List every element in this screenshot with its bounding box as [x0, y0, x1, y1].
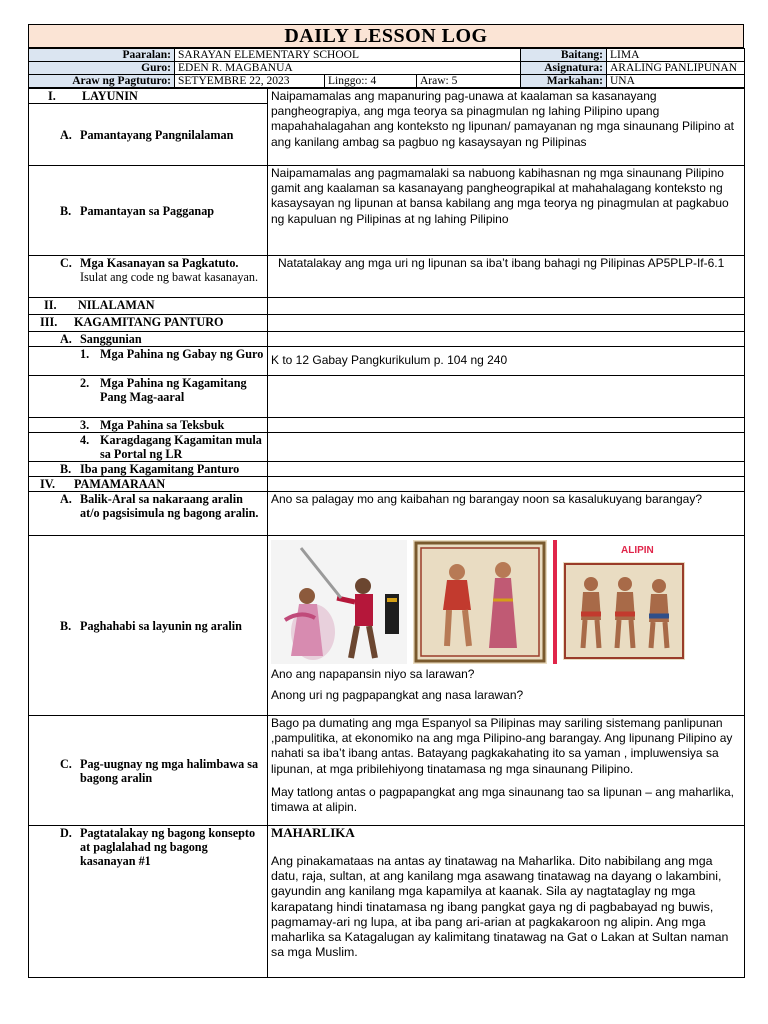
pag-uugnay-paragraph-2: May tatlong antas o pagpapangkat ang mga sinaunang tao sa lipunan – ang maharlika, timawa at alipin.: [271, 784, 734, 815]
nilalaman-value: [268, 298, 745, 315]
balik-aral-letter: A.: [60, 492, 72, 506]
item1-cell: [29, 347, 268, 376]
paghahabi-question-2: Anong uri ng pagpapangkat ang nasa larawan?: [271, 688, 524, 703]
pag-uugnay-cell: [29, 716, 268, 826]
row-kagamitang: [29, 315, 745, 332]
c-label: Mga Kasanayan sa Pagkatuto.: [80, 256, 239, 270]
kasanayan-text: Natatalakay ang mga uri ng lipunan sa iba’t ibang bahagi ng Pilipinas AP5PLP-If-6.1: [268, 256, 745, 298]
pag-uugnay-content: [268, 716, 745, 826]
row-item-4: [29, 433, 745, 462]
guro-label: Guro:: [29, 62, 175, 75]
c-letter: C.: [60, 256, 72, 270]
pag-uugnay-letter: C.: [60, 756, 72, 771]
item1-label: Mga Pahina ng Gabay ng Guro: [100, 347, 264, 361]
item2-num: 2.: [80, 376, 90, 390]
a-label-cell: [29, 104, 268, 166]
kagamitang-num: III.: [40, 315, 58, 329]
iba-pang-value: [268, 462, 745, 477]
c-sublabel: Isulat ang code ng bawat kasanayan.: [80, 270, 259, 284]
a-label: Pamantayang Pangnilalaman: [80, 127, 234, 142]
item3-cell: [29, 418, 268, 433]
paghahabi-label: Paghahabi sa layunin ng aralin: [80, 618, 242, 633]
pamamaraan-heading: [29, 477, 268, 492]
item2-label: Mga Pahina ng Kagamitang Pang Mag-aaral: [100, 376, 247, 404]
pamantayan-sa-pagganap-text: Naipamamalas ang pagmamalaki sa nabuong kabihasnan ng mga sinaunang Pilipino gamit ang kaalaman sa kasanayang pangheograpikal at mahahalagang konteksto ng kasaysayan ng lipunan at bansa kabilang ang mga teorya ng pinagmulan at pagkabuo ng kapuluan ng Pilipinas at ng lahing Pilipino: [268, 166, 745, 256]
paaralan-value: SARAYAN ELEMENTARY SCHOOL: [175, 49, 521, 62]
layunin-heading: [29, 89, 268, 104]
item1-num: 1.: [80, 347, 90, 361]
kagamitang-heading: [29, 315, 268, 332]
item4-cell: [29, 433, 268, 462]
baitang-label: Baitang:: [521, 49, 607, 62]
araw-number: Araw: 5: [417, 75, 521, 88]
paaralan-label: Paaralan:: [29, 49, 175, 62]
pamamaraan-title: PAMAMARAAN: [74, 477, 166, 491]
linggo-value: Linggo:: 4: [325, 75, 417, 88]
row-nilalaman: [29, 298, 745, 315]
row-item-1: [29, 347, 745, 376]
sanggunian-value: [268, 332, 745, 347]
balik-aral-cell: [29, 492, 268, 536]
iba-pang-letter: B.: [60, 462, 72, 476]
row-paghahabi: [29, 536, 745, 716]
row-item-3: [29, 418, 745, 433]
maharlika-heading: MAHARLIKA: [271, 825, 355, 840]
markahan-label: Markahan:: [521, 75, 607, 88]
asignatura-label: Asignatura:: [521, 62, 607, 75]
document-title: DAILY LESSON LOG: [28, 24, 744, 48]
pagtatalakay-content: [268, 826, 745, 978]
dancers-image: [271, 540, 407, 664]
pagtatalakay-label: Pagtatalakay ng bagong konsepto at paglalahad ng bagong kasanayan #1: [80, 826, 256, 868]
nilalaman-heading: [29, 298, 268, 315]
item3-label: Mga Pahina sa Teksbuk: [100, 418, 225, 432]
a-letter: A.: [60, 127, 72, 142]
header-row-teacher: [29, 62, 745, 75]
paghahabi-letter: B.: [60, 618, 72, 633]
pamantayang-pangnilalaman-text: Naipamamalas ang mapanuring pag-unawa at kaalaman sa kasanayang pangheograpiya, ang mga teorya sa pinagmulan ng lahing Pilipino upang mapahahalagahan ang konteksto ng lipunan/ pamayanan ng mga sinaunang Pilipino at ang kanilang ambag sa pagbuo ng kasaysayan ng Pilipinas: [268, 89, 745, 166]
item3-value: [268, 418, 745, 433]
c-label-cell: [29, 256, 268, 298]
item4-value: [268, 433, 745, 462]
item4-num: 4.: [80, 433, 90, 447]
layunin-num: I.: [48, 89, 56, 103]
item2-cell: [29, 376, 268, 418]
kagamitang-title: KAGAMITANG PANTURO: [74, 315, 224, 329]
araw-label: Araw ng Pagtuturo:: [29, 75, 175, 88]
header-row-school: [29, 49, 745, 62]
row-item-2: [29, 376, 745, 418]
sanggunian-letter: A.: [60, 332, 72, 346]
araw-value: SETYEMBRE 22, 2023: [175, 75, 325, 88]
image-strip: [271, 540, 741, 664]
header-row-date: [29, 75, 745, 88]
b-letter: B.: [60, 203, 72, 218]
item2-value: [268, 376, 745, 418]
pamamaraan-num: IV.: [40, 477, 56, 491]
row-iba-pang: [29, 462, 745, 477]
alipin-image: [553, 540, 689, 664]
item1-value: K to 12 Gabay Pangkurikulum p. 104 ng 240: [268, 347, 745, 376]
nilalaman-title: NILALAMAN: [78, 298, 155, 312]
boxer-codex-pair-image: [413, 540, 547, 664]
paghahabi-question-1: Ano ang napapansin niyo sa larawan?: [271, 667, 475, 681]
row-layunin: [29, 89, 745, 104]
pag-uugnay-paragraph-1: Bago pa dumating ang mga Espanyol sa Pilipinas may sariling sistemang panlipunan ,pampulitika, at ekonomiko na ang mga Pilipino-ang barangay. Ang lipunang Pilipino ay nahati sa iba’t ibang antas. Batayang pagkakahating ito sa yaman , impluwensiya sa lipunan, at mga pribilehiyong tinatamasa ng mga sinaunang Pilipino.: [271, 716, 733, 776]
row-sanggunian: [29, 332, 745, 347]
maharlika-paragraph: Ang pinakamataas na antas ay tinatawag na Maharlika. Dito nabibilang ang mga datu, raja, sultan, at ang kanilang mga asawang tinatawag na dayang o lakambini, gayundin ang kanilang mga kapamilya at kaanak. Sila ay nagtataglay ng mga karapatang hindi tinatamasa ng ibang pangkat gaya ng di pagbabayad ng buwis, pagmamay-ari ng lupa, at iba pang ari-arian at pagkakaroon ng alipin. Ang mga maharlika sa Katagalugan ay kalimitang tinatawag na Gat o Lakan at Sultan naman sa mga Muslim.: [271, 854, 729, 960]
pagtatalakay-cell: [29, 826, 268, 978]
pamamaraan-value: [268, 477, 745, 492]
sanggunian-cell: [29, 332, 268, 347]
paghahabi-content: [268, 536, 745, 716]
asignatura-value: ARALING PANLIPUNAN: [607, 62, 745, 75]
row-c-kasanayan: [29, 256, 745, 298]
row-b-pagganap: [29, 166, 745, 256]
balik-aral-text: Ano sa palagay mo ang kaibahan ng barangay noon sa kasalukuyang barangay?: [268, 492, 745, 536]
nilalaman-num: II.: [44, 298, 57, 312]
item4-label: Karagdagang Kagamitan mula sa Portal ng LR: [100, 433, 262, 461]
sanggunian-label: Sanggunian: [80, 332, 142, 346]
b-label-cell: [29, 166, 268, 256]
row-pamamaraan: [29, 477, 745, 492]
iba-pang-label: Iba pang Kagamitang Panturo: [80, 462, 240, 476]
row-pag-uugnay: [29, 716, 745, 826]
item3-num: 3.: [80, 418, 90, 432]
balik-aral-label: Balik-Aral sa nakaraang aralin at/o pagsisimula ng bagong aralin.: [80, 492, 259, 520]
kagamitang-value: [268, 315, 745, 332]
lesson-log-sheet: [28, 24, 744, 978]
row-pagtatalakay: [29, 826, 745, 978]
markahan-value: UNA: [607, 75, 745, 88]
b-label: Pamantayan sa Pagganap: [80, 203, 215, 218]
pagtatalakay-letter: D.: [60, 826, 72, 840]
layunin-title: LAYUNIN: [82, 89, 138, 103]
alipin-caption: ALIPIN: [621, 545, 654, 556]
iba-pang-cell: [29, 462, 268, 477]
main-table: [28, 88, 745, 978]
guro-value: EDEN R. MAGBANUA: [175, 62, 521, 75]
pag-uugnay-label: Pag-uugnay ng mga halimbawa sa bagong aralin: [80, 756, 259, 785]
baitang-value: LIMA: [607, 49, 745, 62]
header-table: [28, 48, 745, 88]
row-balik-aral: [29, 492, 745, 536]
paghahabi-cell: [29, 536, 268, 716]
